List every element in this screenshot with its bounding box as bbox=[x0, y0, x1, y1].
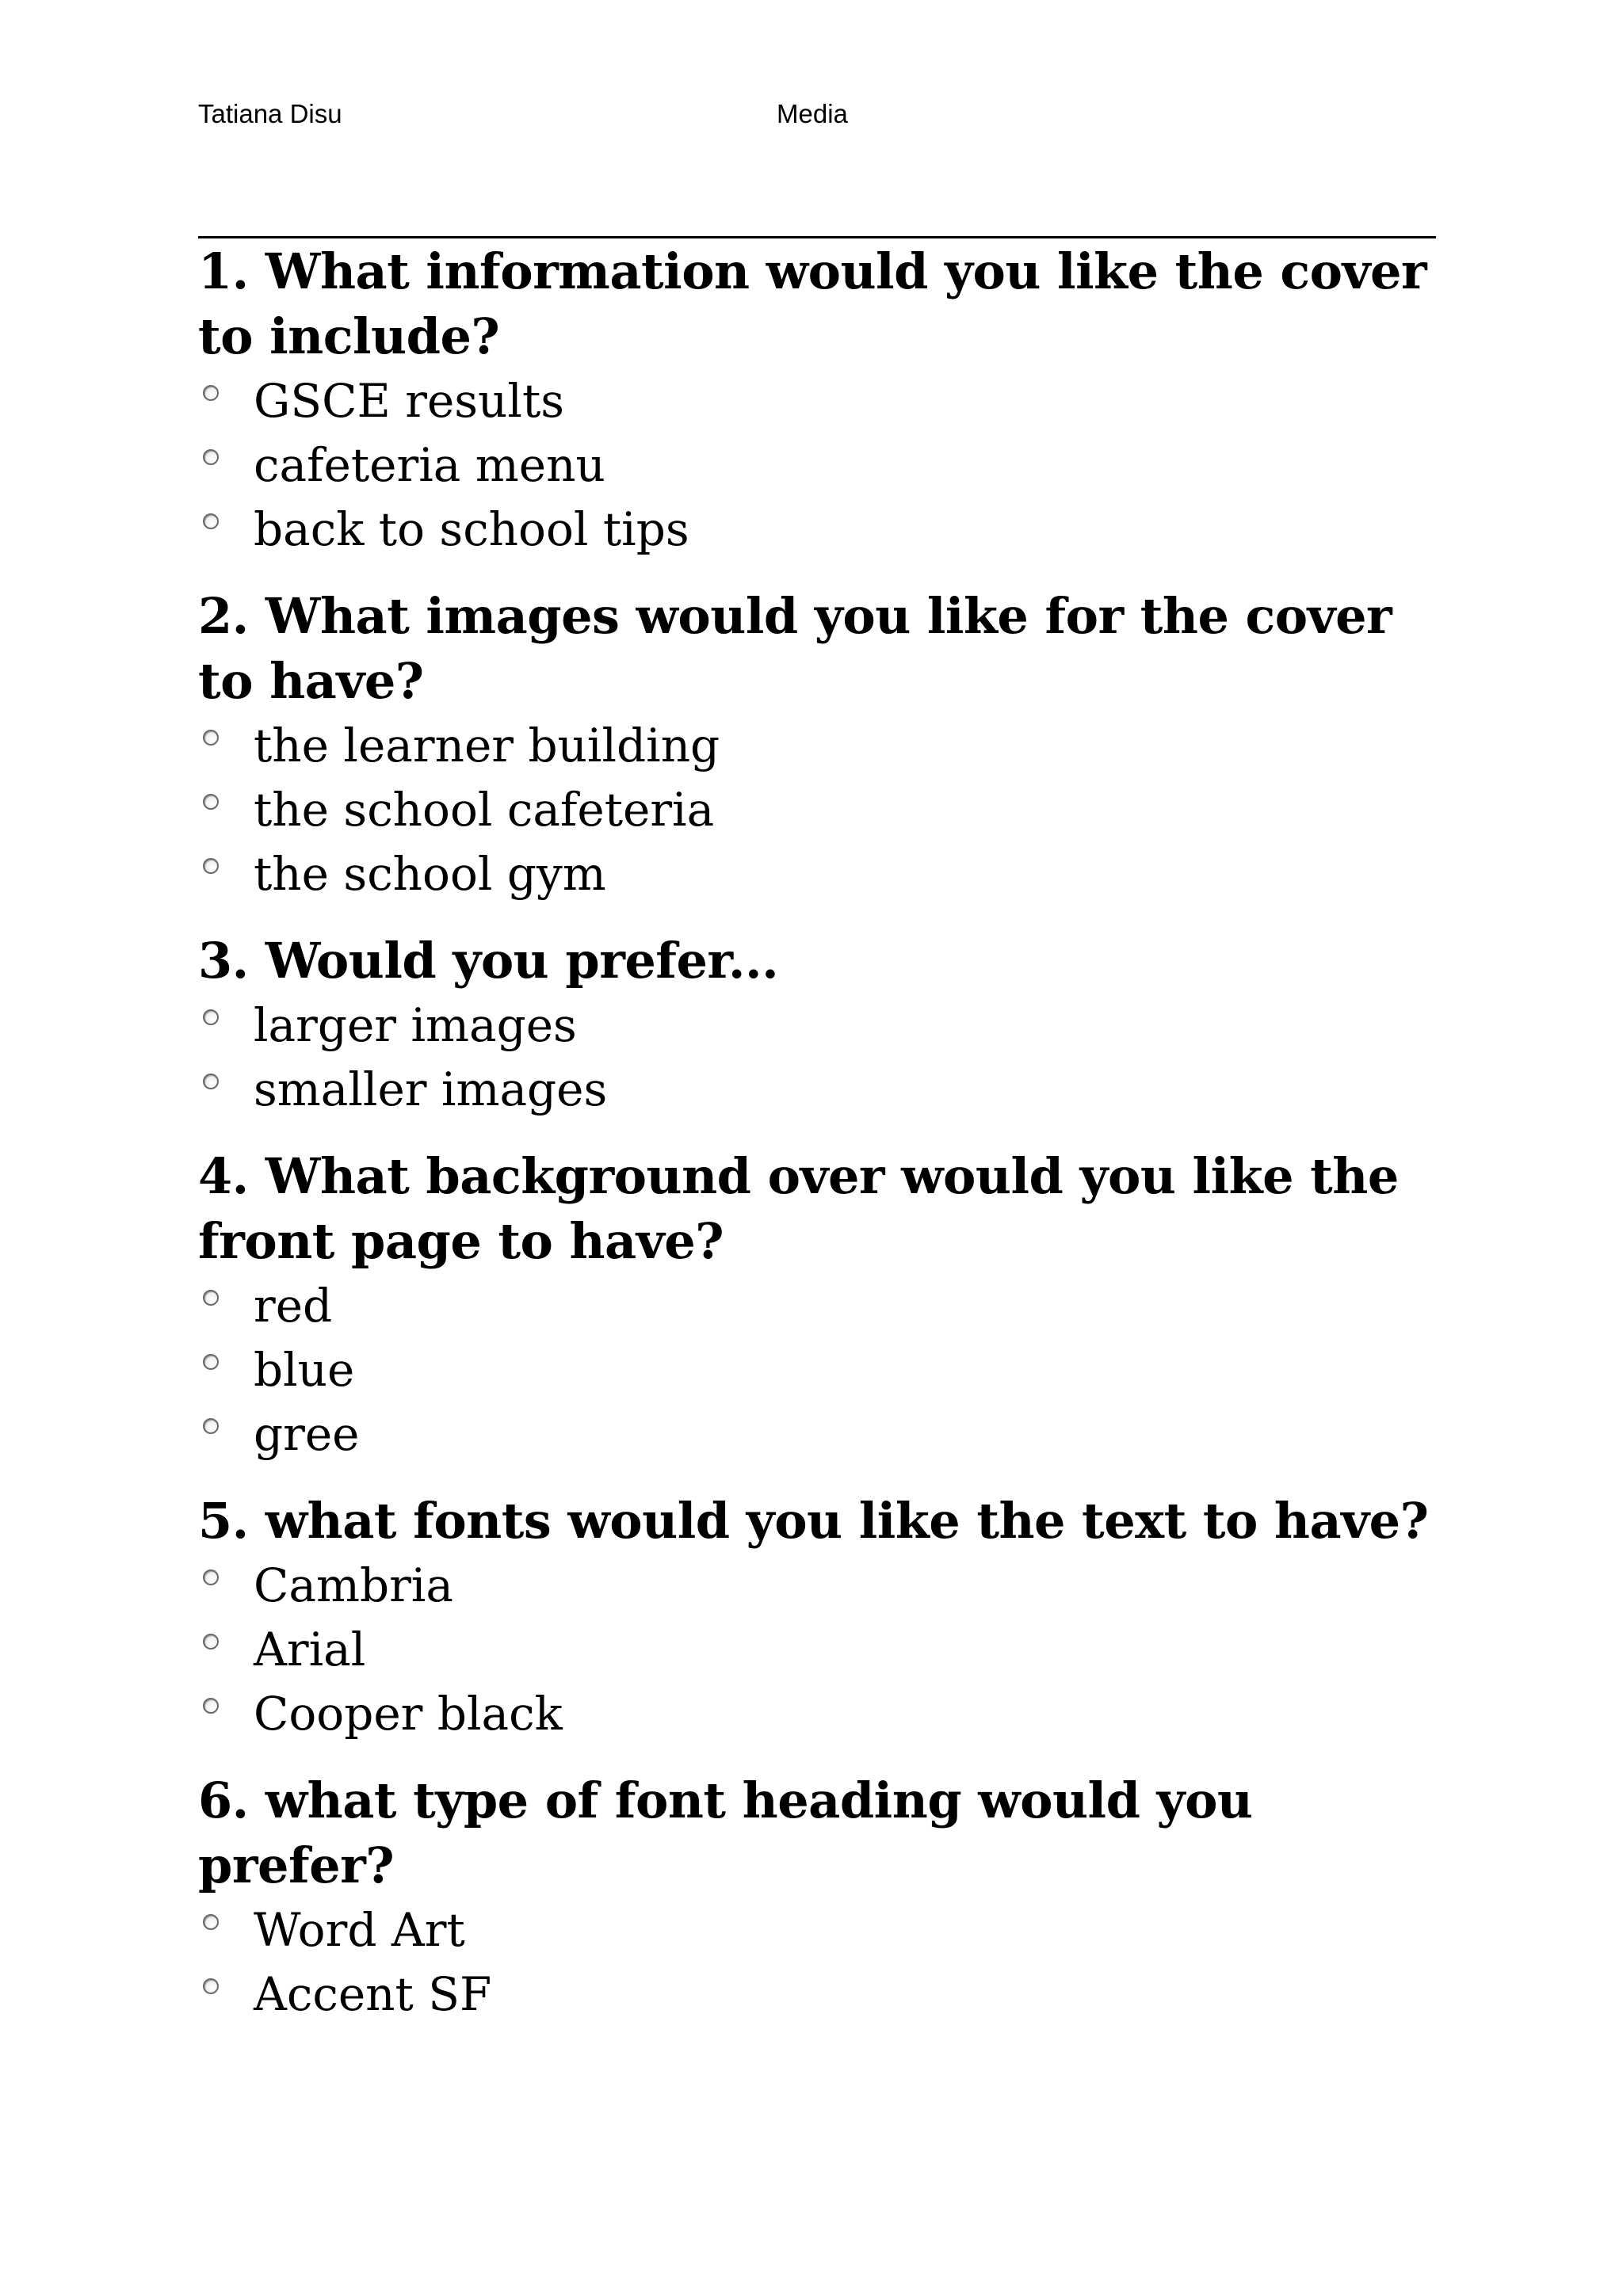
question-title: 5. what fonts would you like the text to have? bbox=[198, 1492, 1429, 1550]
question-title: 3. Would you prefer... bbox=[198, 932, 779, 990]
radio-button-icon[interactable] bbox=[203, 1978, 219, 1994]
radio-option[interactable] bbox=[198, 1618, 1450, 1682]
option-label: blue bbox=[254, 1343, 355, 1397]
question-3 bbox=[198, 929, 1450, 1122]
radio-button-icon[interactable] bbox=[203, 858, 219, 874]
option-label: Word Art bbox=[254, 1903, 465, 1957]
radio-option[interactable] bbox=[198, 714, 1450, 778]
radio-button-icon[interactable] bbox=[203, 1009, 219, 1025]
radio-option[interactable] bbox=[198, 433, 1450, 498]
author-name: Tatiana Disu bbox=[198, 99, 342, 128]
radio-button-icon[interactable] bbox=[203, 513, 219, 529]
radio-option[interactable] bbox=[198, 842, 1450, 906]
option-list bbox=[198, 1898, 1450, 2027]
radio-option[interactable] bbox=[198, 1682, 1450, 1746]
question-title: 6. what type of font heading would you prefer? bbox=[198, 1772, 1253, 1894]
question-4 bbox=[198, 1144, 1450, 1466]
option-label: Cooper black bbox=[254, 1687, 563, 1741]
radio-button-icon[interactable] bbox=[203, 1290, 219, 1306]
option-list bbox=[198, 994, 1450, 1122]
question-5 bbox=[198, 1489, 1450, 1746]
radio-button-icon[interactable] bbox=[203, 1914, 219, 1930]
question-title: 4. What background over would you like the front page to have? bbox=[198, 1147, 1399, 1270]
question-title: 1. What information would you like the cover to include? bbox=[198, 242, 1427, 365]
question-2 bbox=[198, 584, 1450, 906]
option-label: smaller images bbox=[254, 1062, 608, 1116]
option-list bbox=[198, 714, 1450, 906]
radio-option[interactable] bbox=[198, 994, 1450, 1058]
radio-button-icon[interactable] bbox=[203, 1418, 219, 1434]
option-label: GSCE results bbox=[254, 374, 565, 428]
radio-button-icon[interactable] bbox=[203, 794, 219, 810]
option-label: Accent SF bbox=[254, 1967, 492, 2021]
radio-button-icon[interactable] bbox=[203, 1698, 219, 1714]
radio-button-icon[interactable] bbox=[203, 385, 219, 401]
option-label: cafeteria menu bbox=[254, 438, 605, 492]
radio-option[interactable] bbox=[198, 778, 1450, 842]
option-list bbox=[198, 1274, 1450, 1466]
page-header bbox=[198, 98, 1434, 130]
radio-option[interactable] bbox=[198, 1402, 1450, 1466]
radio-button-icon[interactable] bbox=[203, 1354, 219, 1370]
radio-option[interactable] bbox=[198, 1554, 1450, 1618]
option-label: Arial bbox=[254, 1623, 366, 1676]
option-label: Cambria bbox=[254, 1558, 453, 1612]
option-label: the school gym bbox=[254, 847, 606, 901]
radio-button-icon[interactable] bbox=[203, 1634, 219, 1650]
radio-option[interactable] bbox=[198, 1338, 1450, 1402]
radio-button-icon[interactable] bbox=[203, 730, 219, 746]
radio-button-icon[interactable] bbox=[203, 1074, 219, 1089]
radio-option[interactable] bbox=[198, 369, 1450, 433]
question-1 bbox=[198, 239, 1450, 562]
radio-option[interactable] bbox=[198, 1274, 1450, 1338]
radio-button-icon[interactable] bbox=[203, 1569, 219, 1585]
question-title: 2. What images would you like for the cover to have? bbox=[198, 587, 1392, 710]
option-label: gree bbox=[254, 1407, 360, 1461]
question-6 bbox=[198, 1768, 1450, 2027]
radio-option[interactable] bbox=[198, 1058, 1450, 1122]
option-label: back to school tips bbox=[254, 502, 689, 556]
option-label: larger images bbox=[254, 998, 577, 1052]
option-label: the school cafeteria bbox=[254, 783, 715, 837]
option-list bbox=[198, 1554, 1450, 1746]
option-label: the learner building bbox=[254, 719, 720, 772]
subject-label: Media bbox=[777, 99, 848, 128]
header-divider bbox=[198, 236, 1436, 238]
radio-option[interactable] bbox=[198, 1898, 1450, 1962]
radio-option[interactable] bbox=[198, 498, 1450, 562]
survey-form bbox=[198, 239, 1450, 2049]
radio-option[interactable] bbox=[198, 1962, 1450, 2027]
option-label: red bbox=[254, 1279, 333, 1333]
radio-button-icon[interactable] bbox=[203, 449, 219, 465]
option-list bbox=[198, 369, 1450, 562]
